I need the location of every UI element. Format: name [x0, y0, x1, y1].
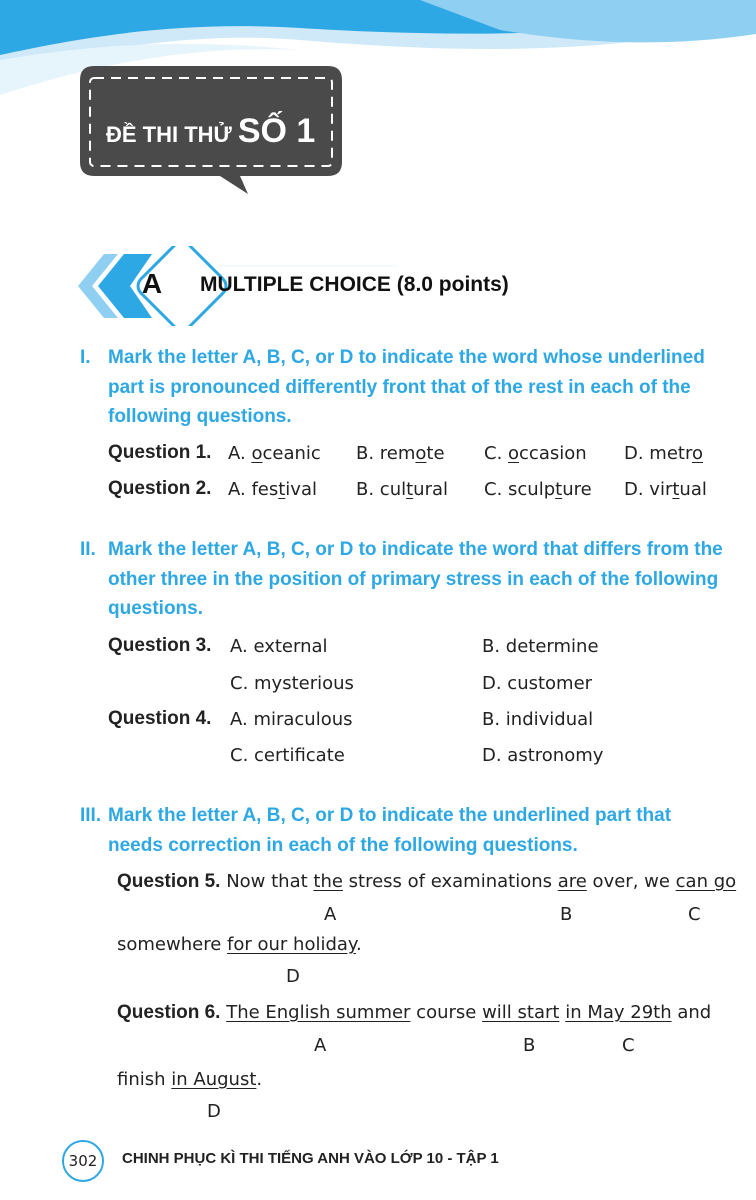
question-3-option-d: D. customer — [482, 673, 593, 694]
q5-part-b: are — [557, 871, 587, 892]
q5-part-c: can go — [675, 871, 737, 892]
question-2-option-a: A. festival — [228, 479, 317, 500]
q6-mark-b: B — [523, 1035, 536, 1056]
q6-part-d: in August — [171, 1069, 257, 1090]
question-3-option-a: A. external — [230, 636, 328, 657]
question-4-option-c: C. certificate — [230, 745, 345, 766]
part-2-instruction — [80, 535, 730, 624]
q5-part-a: the — [313, 871, 343, 892]
section-title: MULTIPLE CHOICE (8.0 points) — [200, 273, 509, 296]
question-6-line-2: finish in August. — [117, 1069, 263, 1090]
question-3-label: Question 3. — [108, 635, 212, 656]
exam-title — [106, 112, 315, 151]
question-2-option-d: D. virtual — [624, 479, 707, 500]
question-3-option-c: C. mysterious — [230, 673, 354, 694]
q5-mark-b: B — [560, 904, 573, 925]
exam-title-small: ĐỀ THI THỬ — [106, 122, 232, 147]
question-1-option-d: D. metro — [624, 443, 703, 464]
part-text: Mark the letter A, B, C, or D to indicate the word whose underlined part is pronounced differently front that of the rest in each of the following questions. — [108, 347, 705, 427]
q5-mark-d: D — [286, 966, 300, 987]
question-5-line-1: Question 5. Now that the stress of examinations are over, we can go — [117, 871, 737, 892]
q6-part-c: in May 29th — [565, 1002, 672, 1023]
part-text: Mark the letter A, B, C, or D to indicate the word that differs from the other three in the position of primary stress in each of the following questions. — [108, 539, 723, 619]
q6-mark-c: C — [622, 1035, 635, 1056]
part-number: II. — [80, 539, 96, 560]
part-number: I. — [80, 347, 91, 368]
q6-mark-d: D — [207, 1101, 221, 1122]
question-1-option-b: B. remote — [356, 443, 445, 464]
q5-part-d: for our holiday — [227, 934, 356, 955]
question-4-option-a: A. miraculous — [230, 709, 353, 730]
question-2-label: Question 2. — [108, 478, 212, 499]
question-2-option-b: B. cultural — [356, 479, 449, 500]
q5-mark-a: A — [324, 904, 337, 925]
part-3-instruction — [80, 801, 730, 860]
question-4-option-d: D. astronomy — [482, 745, 604, 766]
question-1-option-a: A. oceanic — [228, 443, 321, 464]
exam-title-big: SỐ 1 — [237, 112, 316, 150]
part-number: III. — [80, 805, 102, 826]
question-4-option-b: B. individual — [482, 709, 594, 730]
question-1-label: Question 1. — [108, 442, 212, 463]
book-title: CHINH PHỤC KÌ THI TIẾNG ANH VÀO LỚP 10 - TẬP 1 — [122, 1150, 499, 1167]
part-text: Mark the letter A, B, C, or D to indicate the underlined part that needs correction in each of the following questions. — [108, 805, 672, 856]
part-1-instruction — [80, 343, 730, 432]
question-1-option-c: C. occasion — [484, 443, 587, 464]
q6-part-a: The English summer — [226, 1002, 411, 1023]
question-6-line-1: Question 6. The English summer course will start in May 29th and — [117, 1002, 712, 1023]
question-4-label: Question 4. — [108, 708, 212, 729]
q5-mark-c: C — [688, 904, 701, 925]
question-3-option-b: B. determine — [482, 636, 599, 657]
question-2-option-c: C. sculpture — [484, 479, 592, 500]
q6-mark-a: A — [314, 1035, 327, 1056]
q6-part-b: will start — [482, 1002, 560, 1023]
page-number: 302 — [62, 1140, 104, 1182]
question-5-line-2: somewhere for our holiday. — [117, 934, 362, 955]
section-letter: A — [141, 268, 163, 299]
